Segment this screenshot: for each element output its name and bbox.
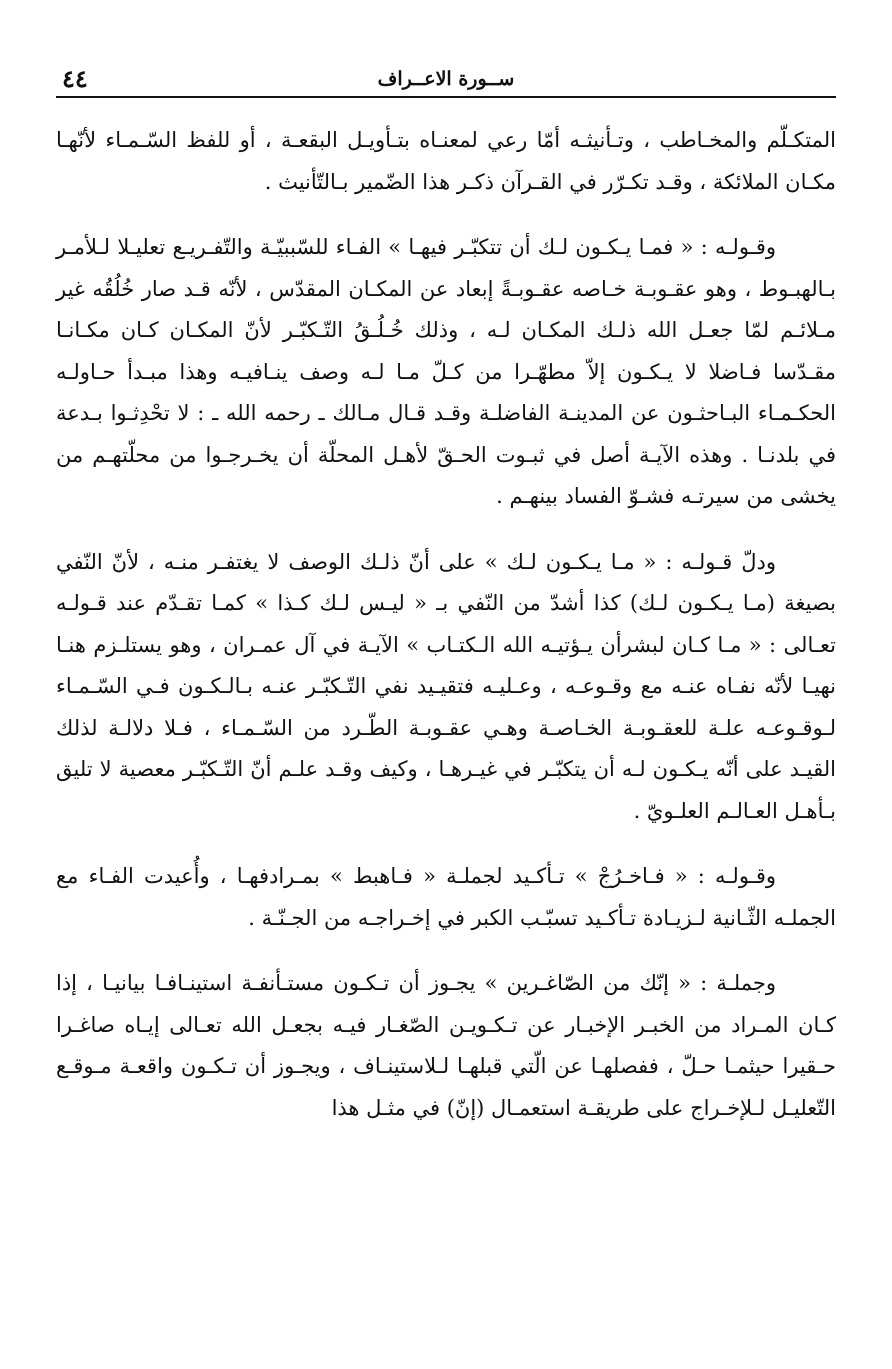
paragraph-5: وجملـة : « إنّك من الصّاغـرين » يجـوز أن تـكـون مستـأنفـة استينـافـا بيانيـا ، إذا كـان المـراد من الخبـر الإخبـار عن تـكـويـن الصّغـار فيـه بجعـل الله تعـالى إيـاه صاغـرا حـقيرا حيثمـا حـلّ ، ففصلهـا عن الّتي قبلهـا لـلاستينـاف ، ويجـوز أن تـكـون واقعـة مـوقـع التّعليـل لـلإخـراج على طريقـة استعمـال (إنّ) في مثـل هذا xyxy=(56,971,836,1120)
paragraph-4: وقـولـه : « فـاخـرُجْ » تـأكـيد لجملـة « فـاهبط » بمـرادفهـا ، وأُعيدت الفـاء مع الجملـه الثّـانية لـزيـادة تـأكـيد تسبّـب الكبر في إخـراجـه من الجـنّـة . xyxy=(56,864,836,930)
running-title: ســورة الاعــراف xyxy=(377,68,515,90)
page-number: ٤٤ xyxy=(62,64,88,93)
paragraph-1: المتكـلّم والمخـاطب ، وتـأنيثـه أمّا رعي لمعنـاه بتـأويـل البقعـة ، أو للفظ السّـمـاء لأنّهـا مكـان الملائكة ، وقـد تكـرّر في القـرآن ذكـر هذا الضّمير بـالتّأنيث . xyxy=(56,128,836,194)
paragraph-3: ودلّ قـولـه : « مـا يـكـون لـك » على أنّ ذلـك الوصف لا يغتفـر منـه ، لأنّ النّفي بصيغة (مـا يـكـون لـك) كذا أشدّ من النّفي بـ « ليـس لـك كـذا » كمـا تقـدّم عند قـولـه تعـالى : « مـا كـان لبشرأن يـؤتيـه الله الـكتـاب » الآيـة في آل عمـران ، وهو يستلـزم هنـا نهيـا لأنّه نفـاه عنـه مع وقـوعـه ، وعـليـه فتقيـيد نفي التّـكبّـر عنـه بـالـكـون فـي السّـمـاء لـوقـوعـه علـة للعقـوبـة الخـاصـة وهـي عقـوبـة الطّـرد من السّـمـاء ، فـلا دلالـة لذلك القيـد على أنّه يـكـون لـه أن يتكبّـر في غيـرهـا ، وكيف وقـد علـم أنّ التّـكبّـر معصية لا تليق بـأهـل العـالـم العلـويّ . xyxy=(56,549,836,823)
paragraph-2: وقـولـه : « فمـا يـكـون لـك أن تتكبّـر فيهـا » الفـاء للسّببيّـة والتّفـريـع تعليـلا لـلأمـر بـالهبـوط ، وهو عقـوبـة خـاصه عقـوبـةً إبعاد عن المكـان المقدّس ، لأنّه قـد صار خُلُقُه غير مـلائـم لمّا جعـل الله ذلـك المكـان لـه ، وذلك خُـلُـقُ التّـكبّـر لأنّ المكـان كـان مكـانـا مقـدّسا فـاضلا لا يـكـون إلاّ مطهّـرا من كـلّ مـا لـه وصف ينـافيـه وهذا مبـدأ حـاولـه الحكـمـاء البـاحثـون عن المدينـة الفاضلـة وقـد قـال مـالك ـ رحمه الله ـ : لا تحْدِثـوا بـدعة في بلدنـا . وهذه الآيـة أصل في ثبـوت الحـقّ لأهـل المحلّة أن يخـرجـوا من محلّتهـم من يخشى من سيرتـه فشـوّ الفساد بينهـم . xyxy=(56,235,836,508)
body-text xyxy=(56,120,836,1129)
page-header xyxy=(56,62,836,96)
header-rule xyxy=(56,96,836,98)
